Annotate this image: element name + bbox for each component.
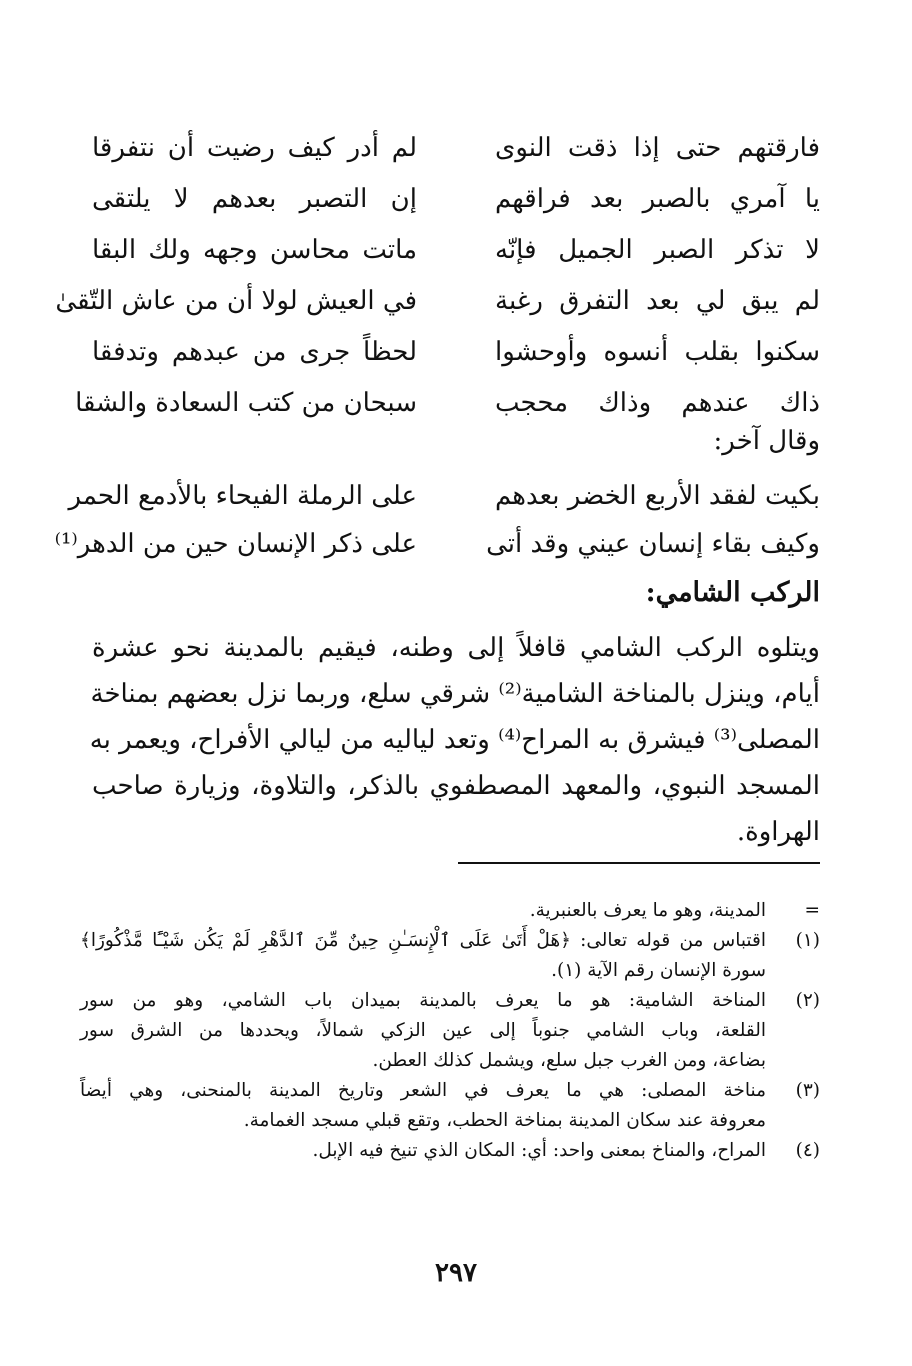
footnote-number: =: [804, 900, 820, 921]
verse-first-hemistich: لا تذكر الصبر الجميل فإنّه: [495, 235, 820, 265]
footnote-line: [80, 1137, 820, 1167]
body-paragraph: [89, 628, 820, 858]
verse-first-hemistich: بكيت لفقد الأربع الخضر بعدهم: [495, 481, 820, 511]
verse-row: [92, 332, 820, 383]
footnote-text: بضاعة، ومن الغرب جبل سلع، ويشمل كذلك العطن.: [372, 1050, 766, 1071]
poem-second: [54, 476, 820, 572]
verse-second-hemistich: سبحان من كتب السعادة والشقا: [75, 388, 417, 418]
verse-first-hemistich: ذاك عندهم وذاك محجب: [495, 388, 820, 418]
footnote-text: المدينة، وهو ما يعرف بالعنبرية.: [529, 900, 766, 921]
footnote-number: (٢): [795, 990, 820, 1011]
paragraph-line: ويتلوه الركب الشامي قافلاً إلى وطنه، فيقيم بالمدينة نحو عشرة: [92, 633, 820, 663]
verse-second-hemistich: على ذكر الإنسان حين من الدهر⁽¹⁾: [54, 529, 417, 559]
footnote-line: [80, 927, 820, 957]
footnotes: [80, 897, 820, 1167]
poem-intro: وقال آخر:: [713, 426, 820, 456]
verse-row: [55, 281, 820, 332]
footnote-text: المراح، والمناخ بمعنى واحد: أي: المكان الذي تنيخ فيه الإبل.: [312, 1140, 766, 1161]
verse-row: [92, 179, 820, 230]
paragraph-line: المسجد النبوي، والمعهد المصطفوي بالذكر، والتلاوة، وزيارة صاحب: [92, 771, 820, 801]
footnote-line: [80, 957, 820, 987]
footnote-line: [80, 1107, 820, 1137]
footnote-line: [80, 987, 820, 1017]
verse-first-hemistich: يا آمري بالصبر بعد فراقهم: [495, 184, 820, 214]
verse-first-hemistich: وكيف بقاء إنسان عيني وقد أتى: [486, 529, 820, 559]
footnote-line: [80, 897, 820, 927]
poem-first: [55, 128, 820, 434]
verse-second-hemistich: لحظاً جرى من عبدهم وتدفقا: [92, 337, 417, 367]
verse-second-hemistich: ماتت محاسن وجهه ولك البقا: [92, 235, 417, 265]
paragraph-line: أيام، وينزل بالمناخة الشامية⁽²⁾ شرقي سلع، وربما نزل بعضهم بمناخة: [90, 679, 820, 709]
verse-first-hemistich: لم يبق لي بعد التفرق رغبة: [495, 286, 820, 316]
footnote-text: معروفة عند سكان المدينة بمناخة الحطب، وتقع قبلي مسجد الغمامة.: [243, 1110, 766, 1131]
page-number: ٢٩٧: [435, 1258, 477, 1288]
footnote-text: اقتباس من قوله تعالى: ﴿هَلْ أَتَىٰ عَلَى ٱلْإِنسَـٰنِ حِينٌ مِّنَ ٱلدَّهْرِ لَمْ يَكُن شَيْـًٔا مَّذْكُورًا﴾: [80, 930, 766, 951]
verse-second-hemistich: إن التصبر بعدهم لا يلتقى: [92, 184, 417, 214]
verse-row: [75, 383, 820, 434]
verse-row: [92, 128, 820, 179]
footnote-separator: [458, 862, 820, 864]
footnote-number: (١): [795, 930, 820, 951]
verse-row: [92, 230, 820, 281]
footnote-text: مناخة المصلى: هي ما يعرف في الشعر وتاريخ المدينة بالمنحنى، وهي أيضاً: [80, 1080, 766, 1101]
footnote-text: سورة الإنسان رقم الآية (١).: [551, 960, 766, 981]
footnote-number: (٤): [795, 1140, 820, 1161]
footnote-line: [80, 1047, 820, 1077]
verse-row: [68, 476, 820, 524]
footnote-text: المناخة الشامية: هو ما يعرف بالمدينة بميدان باب الشامي، وهو من سور: [80, 990, 766, 1011]
verse-row: [54, 524, 820, 572]
footnote-number: (٣): [795, 1080, 820, 1101]
footnote-text: القلعة، وباب الشامي جنوباً إلى عين الزكي شمالاً، ويحددها من الشرق سور: [80, 1020, 766, 1041]
verse-second-hemistich: في العيش لولا أن من عاش التّقىٰ: [55, 286, 417, 316]
footnote-line: [80, 1077, 820, 1107]
verse-first-hemistich: سكنوا بقلب أنسوه وأوحشوا: [495, 337, 820, 367]
verse-second-hemistich: لم أدر كيف رضيت أن نتفرقا: [92, 133, 417, 163]
paragraph-line: الهراوة.: [736, 817, 820, 847]
footnote-line: [80, 1017, 820, 1047]
verse-second-hemistich: على الرملة الفيحاء بالأدمع الحمر: [68, 481, 417, 511]
paragraph-line: المصلى⁽³⁾ فيشرق به المراح⁽⁴⁾ وتعد لياليه من ليالي الأفراح، ويعمر به: [89, 725, 820, 755]
section-heading: الركب الشامي:: [645, 577, 820, 608]
verse-first-hemistich: فارقتهم حتى إذا ذقت النوى: [495, 133, 820, 163]
